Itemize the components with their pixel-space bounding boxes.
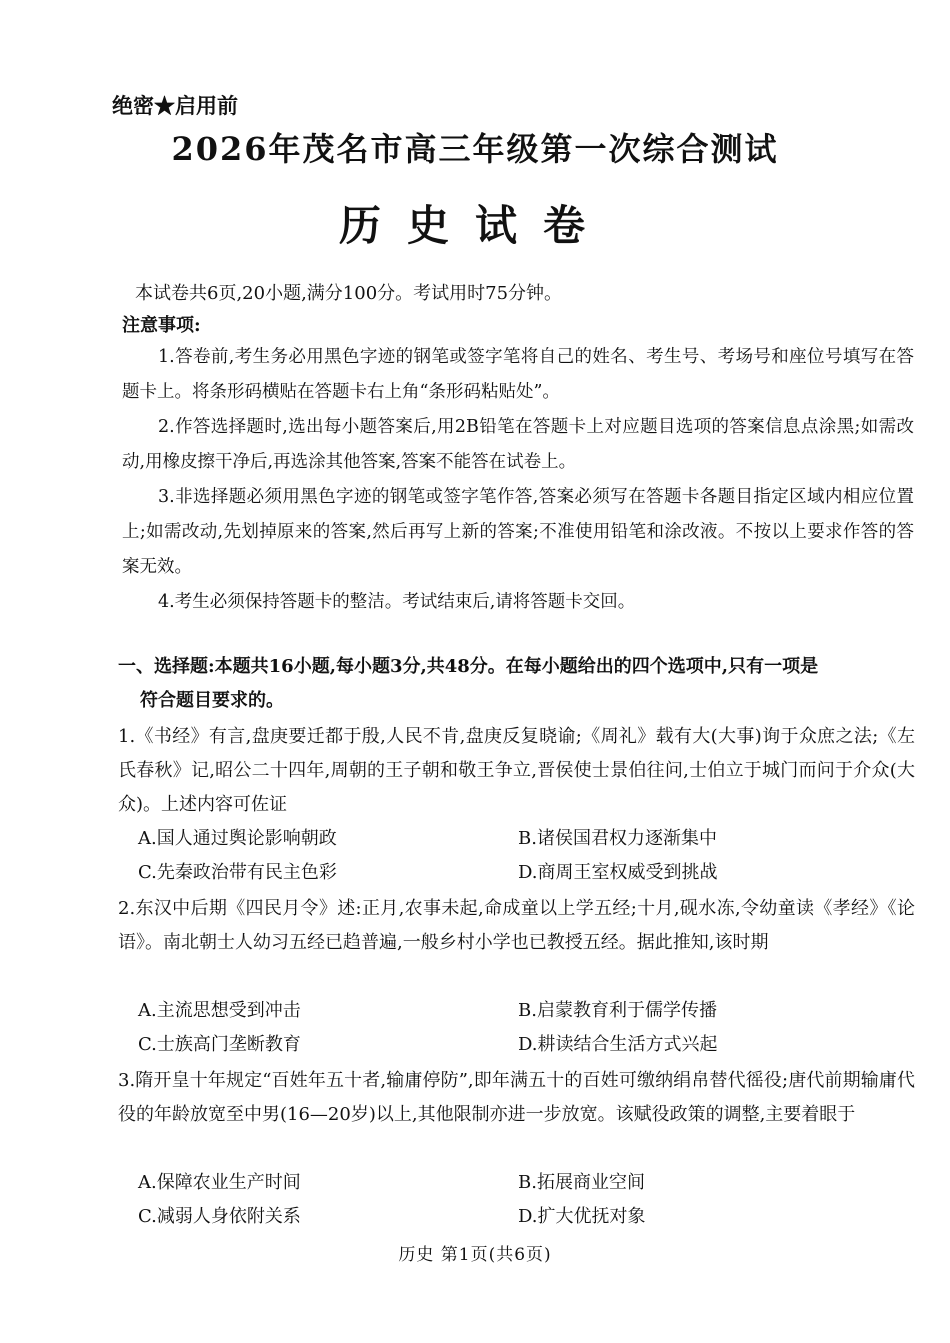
option-a: A.主流思想受到冲击: [138, 1000, 301, 1021]
notice-list: [122, 340, 914, 620]
option-b: B.启蒙教育利于儒学传播: [518, 1000, 717, 1021]
question-2-options: [138, 992, 898, 1060]
option-b: B.诸侯国君权力逐渐集中: [518, 828, 717, 849]
option-c: C.士族高门垄断教育: [138, 1034, 301, 1055]
notice-item: 2.作答选择题时,选出每小题答案后,用2B铅笔在答题卡上对应题目选项的答案信息点涂黑;如需改动,用橡皮擦干净后,再选涂其他答案,答案不能答在试卷上。: [122, 417, 914, 472]
option-a: A.国人通过舆论影响朝政: [138, 828, 337, 849]
option-a: A.保障农业生产时间: [138, 1172, 301, 1193]
section-heading-line2: 符合题目要求的。: [140, 690, 284, 711]
option-c: C.减弱人身依附关系: [138, 1206, 301, 1227]
section-heading: [118, 650, 915, 718]
section-heading-line1: 一、选择题:本题共16小题,每小题3分,共48分。在每小题给出的四个选项中,只有一项是: [118, 656, 819, 677]
subject-title: 历史试卷: [338, 201, 611, 250]
option-c: C.先秦政治带有民主色彩: [138, 862, 337, 883]
question-3-options: [138, 1164, 898, 1232]
notice-item: 3.非选择题必须用黑色字迹的钢笔或签字笔作答,答案必须写在答题卡各题目指定区域内相应位置上;如需改动,先划掉原来的答案,然后再写上新的答案;不准使用铅笔和涂改液。不按以上要求作答的答案无效。: [122, 487, 914, 577]
exam-intro: 本试卷共6页,20小题,满分100分。考试用时75分钟。: [135, 283, 563, 304]
question-2-stem: 2.东汉中后期《四民月令》述:正月,农事未起,命成童以上学五经;十月,砚水冻,令幼童读《孝经》《论语》。南北朝士人幼习五经已趋普遍,一般乡村小学也已教授五经。据此推知,该时期: [118, 898, 915, 953]
page-footer: 历史 第1页(共6页): [398, 1245, 552, 1265]
question-3-stem: 3.隋开皇十年规定“百姓年五十者,输庸停防”,即年满五十的百姓可缴纳绢帛替代徭役;唐代前期输庸代役的年龄放宽至中男(16—20岁)以上,其他限制亦进一步放宽。该赋役政策的调整,主要着眼于: [118, 1070, 915, 1125]
notice-item: 4.考生必须保持答题卡的整洁。考试结束后,请将答题卡交回。: [158, 592, 636, 612]
option-d: D.扩大优抚对象: [518, 1206, 646, 1227]
option-d: D.耕读结合生活方式兴起: [518, 1034, 718, 1055]
question-1-stem: 1.《书经》有言,盘庚要迁都于殷,人民不肯,盘庚反复晓谕;《周礼》载有大(大事)询于众庶之法;《左氏春秋》记,昭公二十四年,周朝的王子朝和敬王争立,晋侯使士景伯往问,士伯立于城门而问于介众(大众)。上述内容可佐证: [118, 726, 915, 815]
option-b: B.拓展商业空间: [518, 1172, 645, 1193]
notice-heading: 注意事项:: [122, 315, 201, 336]
exam-title: 2026年茂名市高三年级第一次综合测试: [171, 130, 779, 168]
secret-label: 绝密★启用前: [112, 93, 238, 118]
option-d: D.商周王室权威受到挑战: [518, 862, 718, 883]
question-1-options: [138, 820, 898, 888]
notice-item: 1.答卷前,考生务必用黑色字迹的钢笔或签字笔将自己的姓名、考生号、考场号和座位号填写在答题卡上。将条形码横贴在答题卡右上角“条形码粘贴处”。: [122, 347, 914, 402]
